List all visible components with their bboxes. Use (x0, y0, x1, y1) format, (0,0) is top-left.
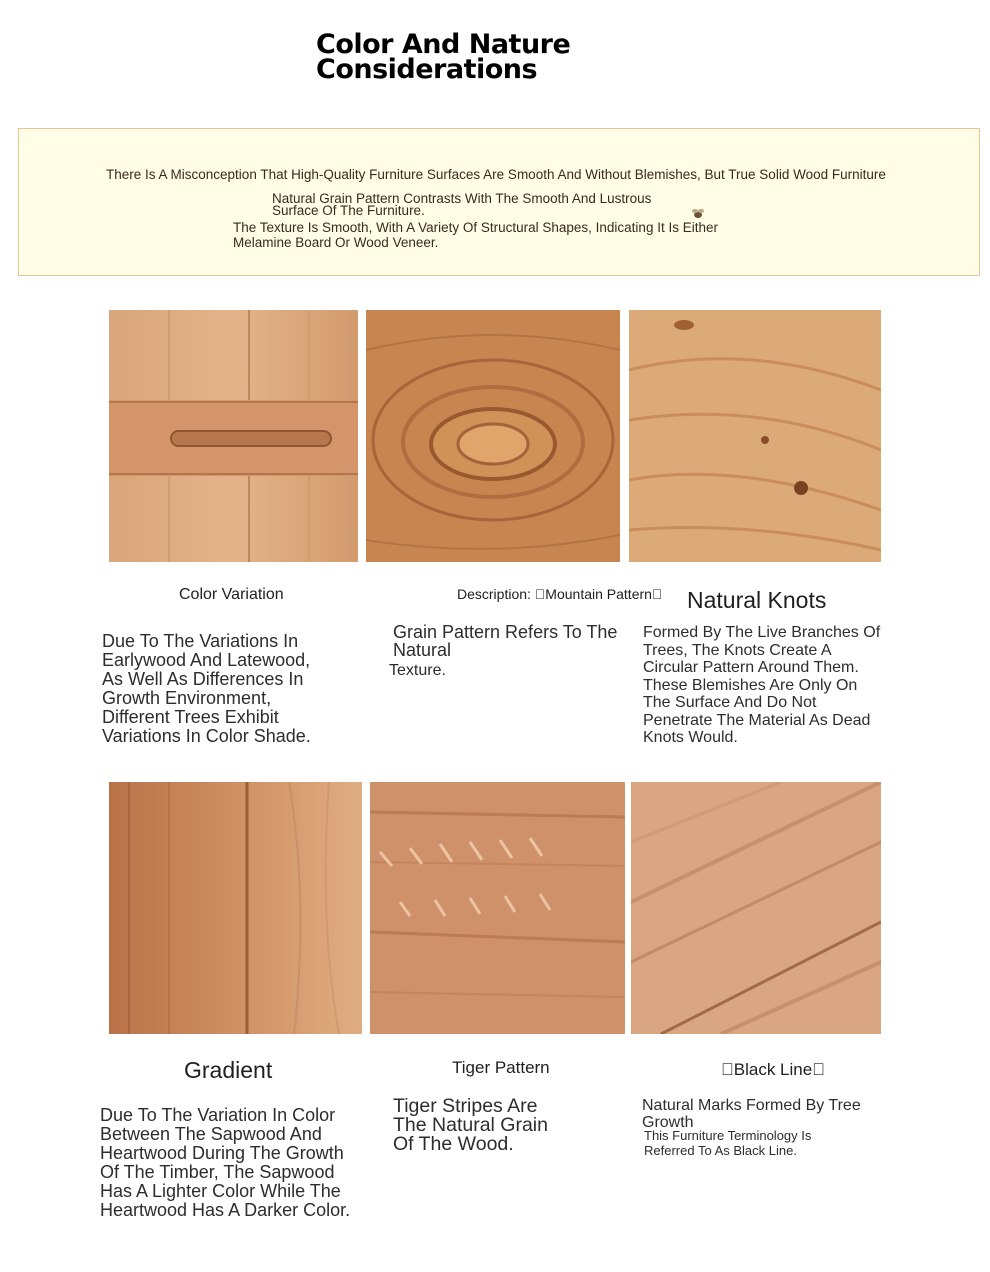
natural-knots-heading: Natural Knots (687, 587, 827, 613)
color-variation-heading: Color Variation (179, 586, 284, 603)
mountain-pattern-wood-photo (366, 310, 620, 562)
gradient-description: Due To The Variation In Color Between The Sapwood And Heartwood During The Growth Of The Timber, The Sapwood Has A Lighter Color While The Heartwood Has A Darker Color. (100, 1105, 351, 1220)
gradient-heading: Gradient (184, 1057, 273, 1083)
color-variation-wood-photo (109, 310, 358, 562)
tiger-pattern-description: Tiger Stripes Are The Natural Grain Of The Wood. (393, 1095, 548, 1155)
color-variation-description: Due To The Variations In Earlywood And Latewood, As Well As Differences In Growth Environment, Different Trees Exhibit Variations In Color Shade. (102, 631, 311, 746)
mountain-pattern-heading: Description:  Mountain Pattern  (457, 586, 663, 602)
tiger-pattern-wood-photo (370, 782, 625, 1034)
page-title: Color And Nature Considerations (316, 29, 571, 85)
intro-text-line-1: There Is A Misconception That High-Quality Furniture Surfaces Are Smooth And Without Blemishes, But True Solid Wood Furniture (106, 167, 886, 182)
tiger-pattern-heading: Tiger Pattern (452, 1058, 550, 1077)
natural-knots-wood-photo (629, 310, 881, 562)
black-line-wood-photo (631, 782, 881, 1034)
mountain-pattern-description-line-2: Texture. (389, 662, 446, 679)
black-line-heading:  Black Line  (721, 1060, 825, 1079)
intro-text-line-3: The Texture Is Smooth, With A Variety Of Structural Shapes, Indicating It Is Either Melamine Board Or Wood Veneer. (233, 220, 718, 250)
bee-icon (690, 207, 706, 219)
mountain-pattern-description-line-1: Grain Pattern Refers To The Natural (393, 622, 618, 660)
intro-text-line-2: Natural Grain Pattern Contrasts With The Smooth And Lustrous Surface Of The Furniture. (272, 191, 652, 218)
black-line-description-line-1: Natural Marks Formed By Tree Growth (642, 1097, 861, 1131)
black-line-description-line-2: This Furniture Terminology Is Referred To As Black Line. (644, 1128, 812, 1158)
natural-knots-description: Formed By The Live Branches Of Trees, The Knots Create A Circular Pattern Around Them. These Blemishes Are Only On The Surface And Do Not Penetrate The Material As Dead Knots Would. (643, 624, 881, 746)
gradient-wood-photo (109, 782, 362, 1034)
